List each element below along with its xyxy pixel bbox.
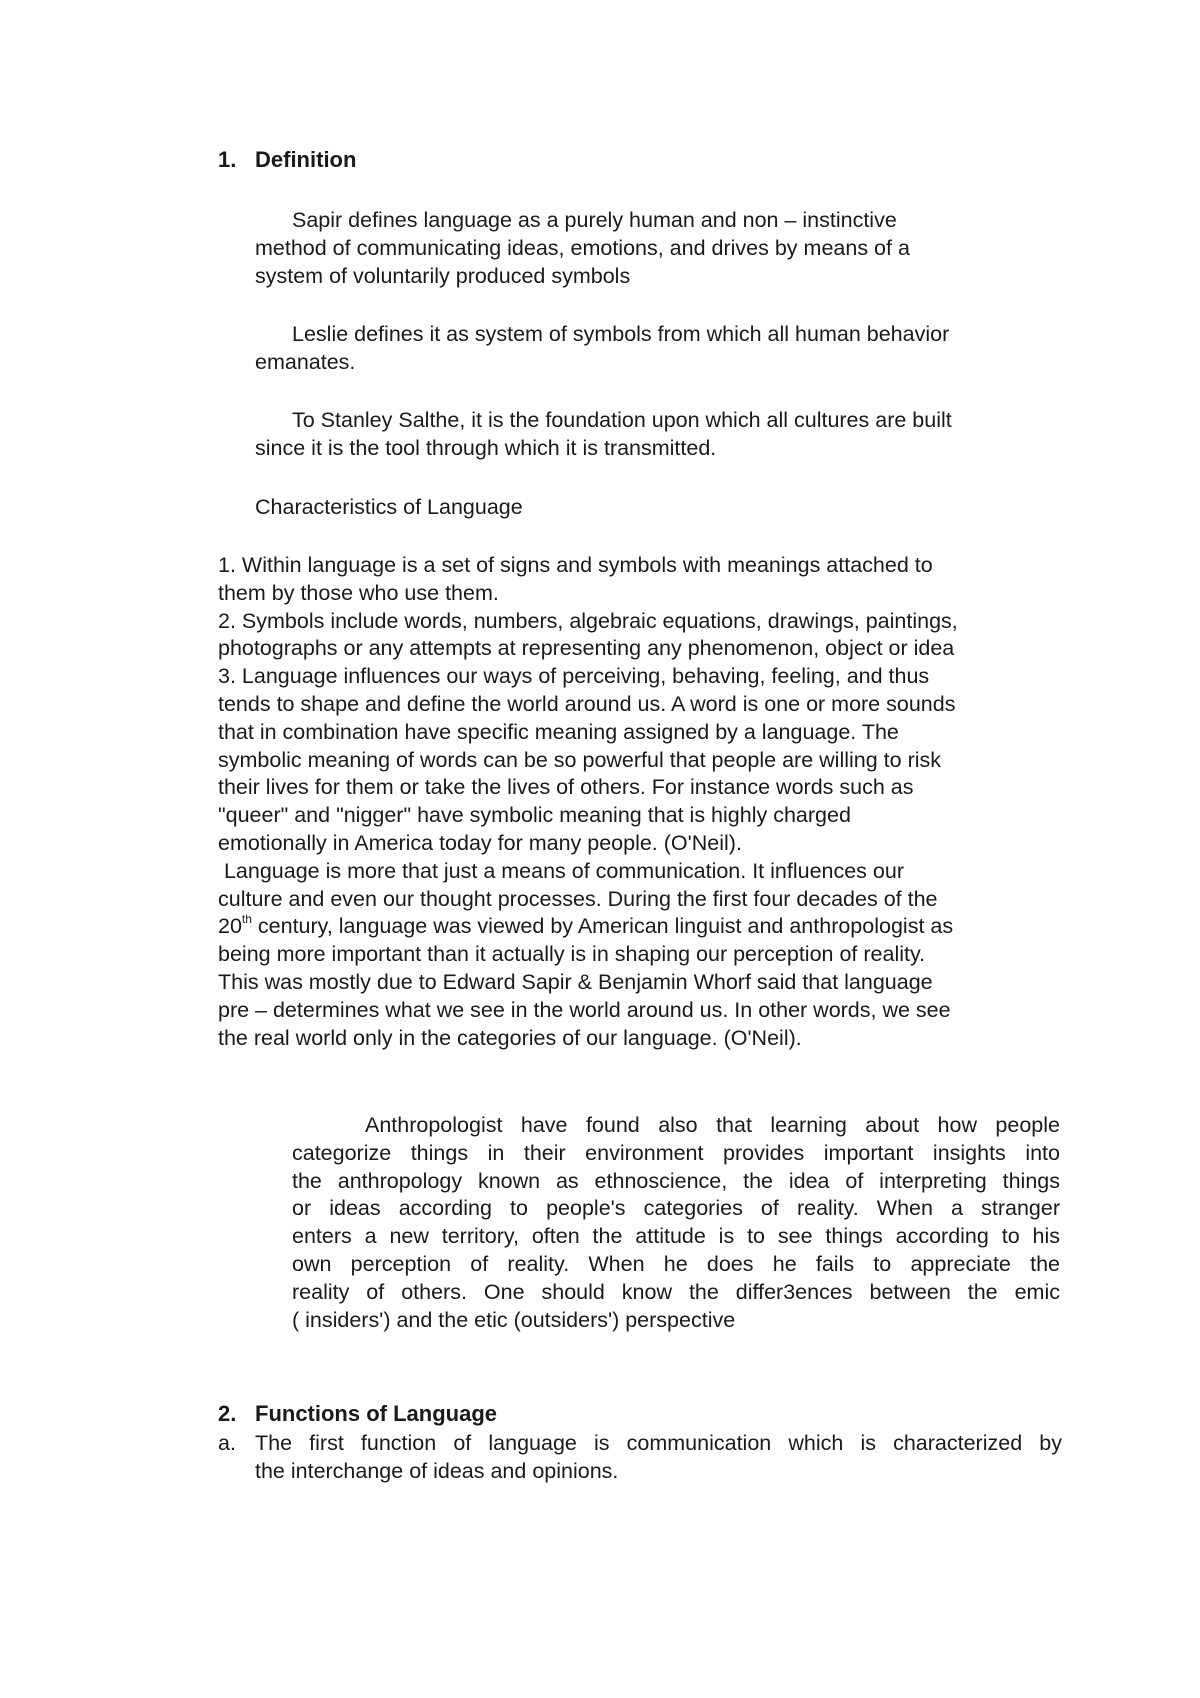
section-number: 2.: [218, 1401, 237, 1426]
text-line: emanates.: [255, 349, 356, 374]
text-line: or ideas according to people's categories of reality. When a stranger: [292, 1196, 1060, 1221]
text-line: since it is the tool through which it is transmitted.: [255, 435, 717, 460]
text-line: 2. Symbols include words, numbers, algebraic equations, drawings, paintings,: [218, 608, 958, 633]
text-line: The first function of language is communication which is characterized by: [255, 1431, 1062, 1455]
text-line: Anthropologist have found also that learning about how people: [365, 1113, 1060, 1137]
text-line: Language is more that just a means of communication. It influences our: [218, 858, 904, 883]
text-line: symbolic meaning of words can be so powerful that people are willing to risk: [218, 747, 942, 772]
text-line: tends to shape and define the world around us. A word is one or more sounds: [218, 691, 956, 716]
ethnoscience-paragraph: [292, 1112, 1060, 1334]
function-item-a: [218, 1430, 1062, 1486]
century-number: 20: [218, 914, 242, 939]
list-label: a.: [218, 1431, 236, 1455]
text-line: ( insiders') and the etic (outsiders') perspective: [292, 1307, 736, 1332]
text-line: their lives for them or take the lives of others. For instance words such as: [218, 775, 914, 800]
text-line: Sapir defines language as a purely human and non – instinctive: [292, 208, 897, 232]
text-line: culture and even our thought processes. During the first four decades of the: [218, 886, 938, 911]
text-line: them by those who use them.: [218, 580, 499, 605]
section-heading-functions: [218, 1400, 497, 1428]
text-line: 1. Within language is a set of signs and symbols with meanings attached to: [218, 553, 933, 577]
text-line: photographs or any attempts at representing any phenomenon, object or idea: [218, 636, 955, 661]
definition-paragraph-salthe: [255, 407, 952, 463]
text-line: own perception of reality. When he does he fails to appreciate the: [292, 1251, 1060, 1276]
definition-paragraph-sapir: [255, 207, 910, 290]
text-line: that in combination have specific meaning assigned by a language. The: [218, 719, 899, 744]
text-line: "queer" and "nigger" have symbolic meaning that is highly charged: [218, 803, 851, 828]
text-line: 3. Language influences our ways of perceiving, behaving, feeling, and thus: [218, 664, 930, 689]
text-line: categorize things in their environment provides important insights into: [292, 1140, 1060, 1165]
section-heading-definition: [218, 146, 356, 174]
characteristics-title: Characteristics of Language: [255, 495, 523, 519]
text-line: Leslie defines it as system of symbols from which all human behavior: [292, 322, 950, 346]
text-line: being more important than it actually is in shaping our perception of reality.: [218, 942, 926, 967]
text-line: method of communicating ideas, emotions, and drives by means of a: [255, 235, 910, 260]
section-title: Definition: [255, 147, 357, 172]
section-title: Functions of Language: [255, 1401, 497, 1426]
definition-paragraph-leslie: [255, 321, 949, 377]
text-line-century: [218, 913, 958, 941]
text-line: the real world only in the categories of our language. (O'Neil).: [218, 1025, 802, 1050]
text-line: pre – determines what we see in the world around us. In other words, we see: [218, 997, 951, 1022]
text-line: the anthropology known as ethnoscience, the idea of interpreting things: [292, 1168, 1060, 1193]
text-line: the interchange of ideas and opinions.: [255, 1458, 619, 1483]
section-number: 1.: [218, 147, 237, 172]
text-line: enters a new territory, often the attitude is to see things according to his: [292, 1224, 1060, 1249]
text-line: system of voluntarily produced symbols: [255, 263, 631, 288]
text-line: reality of others. One should know the differ3ences between the emic: [292, 1279, 1060, 1304]
century-line-rest: century, language was viewed by American linguist and anthropologist as: [251, 914, 954, 939]
text-line: This was mostly due to Edward Sapir & Benjamin Whorf said that language: [218, 969, 933, 994]
characteristics-paragraph: [218, 552, 958, 1052]
text-line: emotionally in America today for many people. (O'Neil).: [218, 830, 742, 855]
ordinal-superscript: th: [241, 912, 252, 927]
text-line: To Stanley Salthe, it is the foundation upon which all cultures are built: [292, 408, 952, 432]
